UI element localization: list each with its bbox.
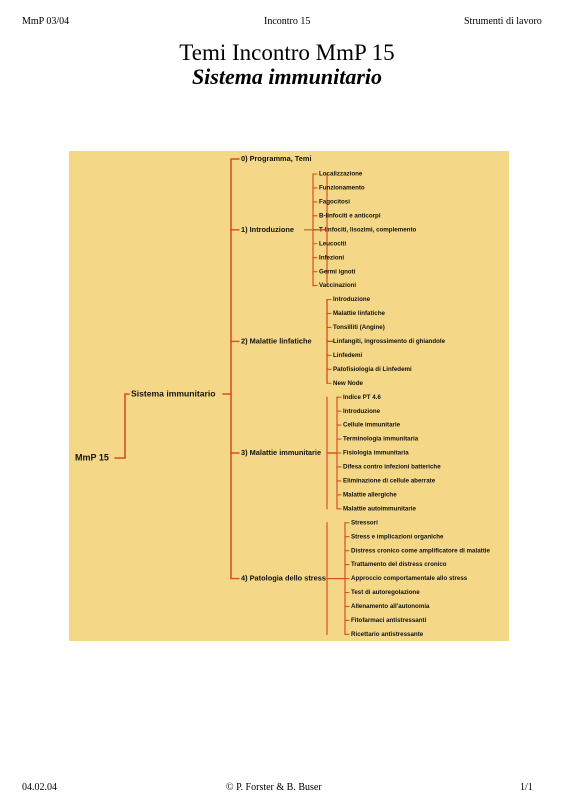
child-node: Allenamento all'autonomia	[351, 603, 430, 611]
child-node: Fagocitosi	[319, 198, 350, 206]
child-node: Germi ignoti	[319, 268, 356, 276]
mindmap-center-node: Sistema immunitario	[131, 388, 216, 399]
child-node: Fisiologia immunitaria	[343, 449, 409, 457]
child-node: Trattamento del distress cronico	[351, 561, 447, 569]
child-node: Introduzione	[343, 407, 381, 415]
footer-date: 04.02.04	[22, 782, 57, 793]
header-left: MmP 03/04	[22, 16, 70, 27]
child-node: New Node	[333, 379, 363, 387]
child-node: Infezioni	[319, 254, 345, 262]
child-node: Leucociti	[319, 240, 347, 248]
child-node: Patofisiologia di Linfedemi	[333, 365, 412, 373]
child-node: Difesa contro infezioni batteriche	[343, 463, 441, 471]
page-title: Temi Incontro MmP 15	[179, 40, 395, 65]
child-node: Cellule immunitarie	[343, 421, 401, 429]
child-node: Indice PT 4.6	[343, 393, 381, 401]
child-node: Test di autoregolazione	[351, 589, 420, 597]
child-node: T-linfociti, lisozimi, complemento	[319, 226, 417, 234]
child-node: Stressori	[351, 519, 378, 527]
page-subtitle: Sistema immunitario	[191, 64, 383, 89]
branch-node: 0) Programma, Temi	[241, 153, 312, 163]
child-node: B-linfociti e anticorpi	[319, 212, 381, 220]
child-node: Terminologia immunitaria	[343, 435, 419, 443]
footer-page: 1/1	[520, 782, 533, 793]
child-node: Funzionamento	[319, 184, 365, 192]
footer-copyright: © P. Forster & B. Buser	[226, 782, 322, 793]
child-node: Linfangiti, ingrossimento di ghiandole	[333, 338, 446, 346]
child-node: Tonsilliti (Angine)	[333, 324, 385, 332]
child-node: Linfedemi	[333, 351, 363, 359]
header-right: Strumenti di lavoro	[464, 16, 542, 27]
child-node: Localizzazione	[319, 170, 363, 178]
child-node: Approccio comportamentale allo stress	[351, 575, 468, 583]
branch-node: 4) Patologia dello stress	[241, 573, 327, 583]
child-node: Malattie autoimmunitarie	[343, 505, 416, 513]
child-node: Vaccinazioni	[319, 282, 357, 290]
child-node: Malattie linfatiche	[333, 310, 385, 318]
branch-node: 1) Introduzione	[241, 224, 294, 234]
child-node: Introduzione	[333, 296, 371, 304]
child-node: Stress e implicazioni organiche	[351, 533, 444, 541]
child-node: Distress cronico come amplificatore di malattie	[351, 547, 490, 555]
mind-map	[69, 151, 509, 641]
child-node: Fitofarmaci antistressanti	[351, 617, 427, 625]
child-node: Ricettario antistressante	[351, 630, 424, 638]
branch-node: 3) Malattie immunitarie	[241, 447, 322, 457]
mind-map-canvas	[69, 151, 509, 641]
mindmap-root-node: MmP 15	[75, 452, 109, 463]
header-center: Incontro 15	[264, 16, 311, 27]
child-node: Malattie allergiche	[343, 491, 397, 499]
child-node: Eliminazione di cellule aberrate	[343, 477, 436, 485]
branch-node: 2) Malattie linfatiche	[241, 336, 312, 346]
